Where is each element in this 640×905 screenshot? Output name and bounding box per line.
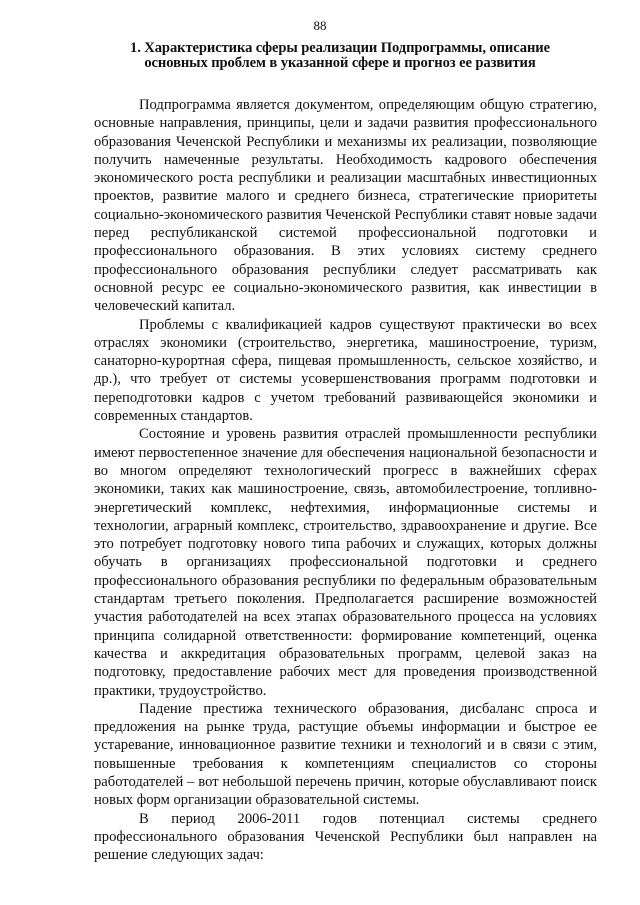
paragraph: Проблемы с квалификацией кадров существуют практически во всех отраслях экономики (строительство, энергетика, машиностроение, туризм, санаторно-курортная сфера, пищевая промышленность, сельское хозяйство, и др.), что требует от системы усовершенствования программ подготовки и переподготовки кадров с учетом требований развивающейся экономики и современных стандартов. [94,316,597,425]
section-heading-line-2: основных проблем в указанной сфере и прогноз ее развития [144,55,536,71]
paragraph: Состояние и уровень развития отраслей промышленности республики имеют первостепенное значение для обеспечения национальной безопасности и во многом определяют технологический прогресс в важнейших сферах экономики, таких как машиностроение, связь, автомобилестроение, топливно-энергетический комплекс, нефтехимия, информационные системы и технологии, аграрный комплекс, строительство, здравоохранение и другие. Все это потребует подготовку нового типа рабочих и служащих, которых должны обучать в организациях профессиональной подготовки и среднего профессионального образования республики по федеральным образовательным стандартам третьего поколения. Предполагается расширение возможностей участия работодателей на всех этапах образовательного процесса на условиях принципа солидарной ответственности: формирование компетенций, оценка качества и аккредитация образовательных программ, целевой заказ на подготовку, предоставление рабочих мест для проведения производственной практики, трудоустройство. [94,426,597,699]
paragraph: В период 2006-2011 годов потенциал системы среднего профессионального образования Чеченской Республики был направлен на решение следующих задач: [94,810,597,864]
page-number: 88 [313,18,327,33]
paragraph: Подпрограмма является документом, определяющим общую стратегию, основные направления, принципы, цели и задачи развития профессионального образования Чеченской Республики и механизмы их реализации, позволяющие получить намеченные результаты. Необходимость кадрового обеспечения экономического роста республики и реализации масштабных инвестиционных проектов, развитие малого и среднего бизнеса, стратегические приоритеты социально-экономического развития Чеченской Республики ставят новые задачи перед республиканской системой профессиональной подготовки и профессионального образования. В этих условиях систему среднего профессионального образования республики следует рассматривать как основной ресурс ее социально-экономического развития, как инвестиции в человеческий капитал. [94,97,597,315]
paragraph: Падение престижа технического образования, дисбаланс спроса и предложения на рынке труда, растущие объемы информации и быстрое ее устаревание, инновационное развитие техники и технологий и в связи с этим, повышенные требования к компетенциям специалистов со стороны работодателей – вот небольшой перечень причин, которые обуславливают поиск новых форм организации образовательной системы. [94,700,597,809]
section-heading-line-1: 1. Характеристика сферы реализации Подпрограммы, описание [130,40,550,56]
body-text [94,96,597,864]
section-heading [100,41,580,71]
